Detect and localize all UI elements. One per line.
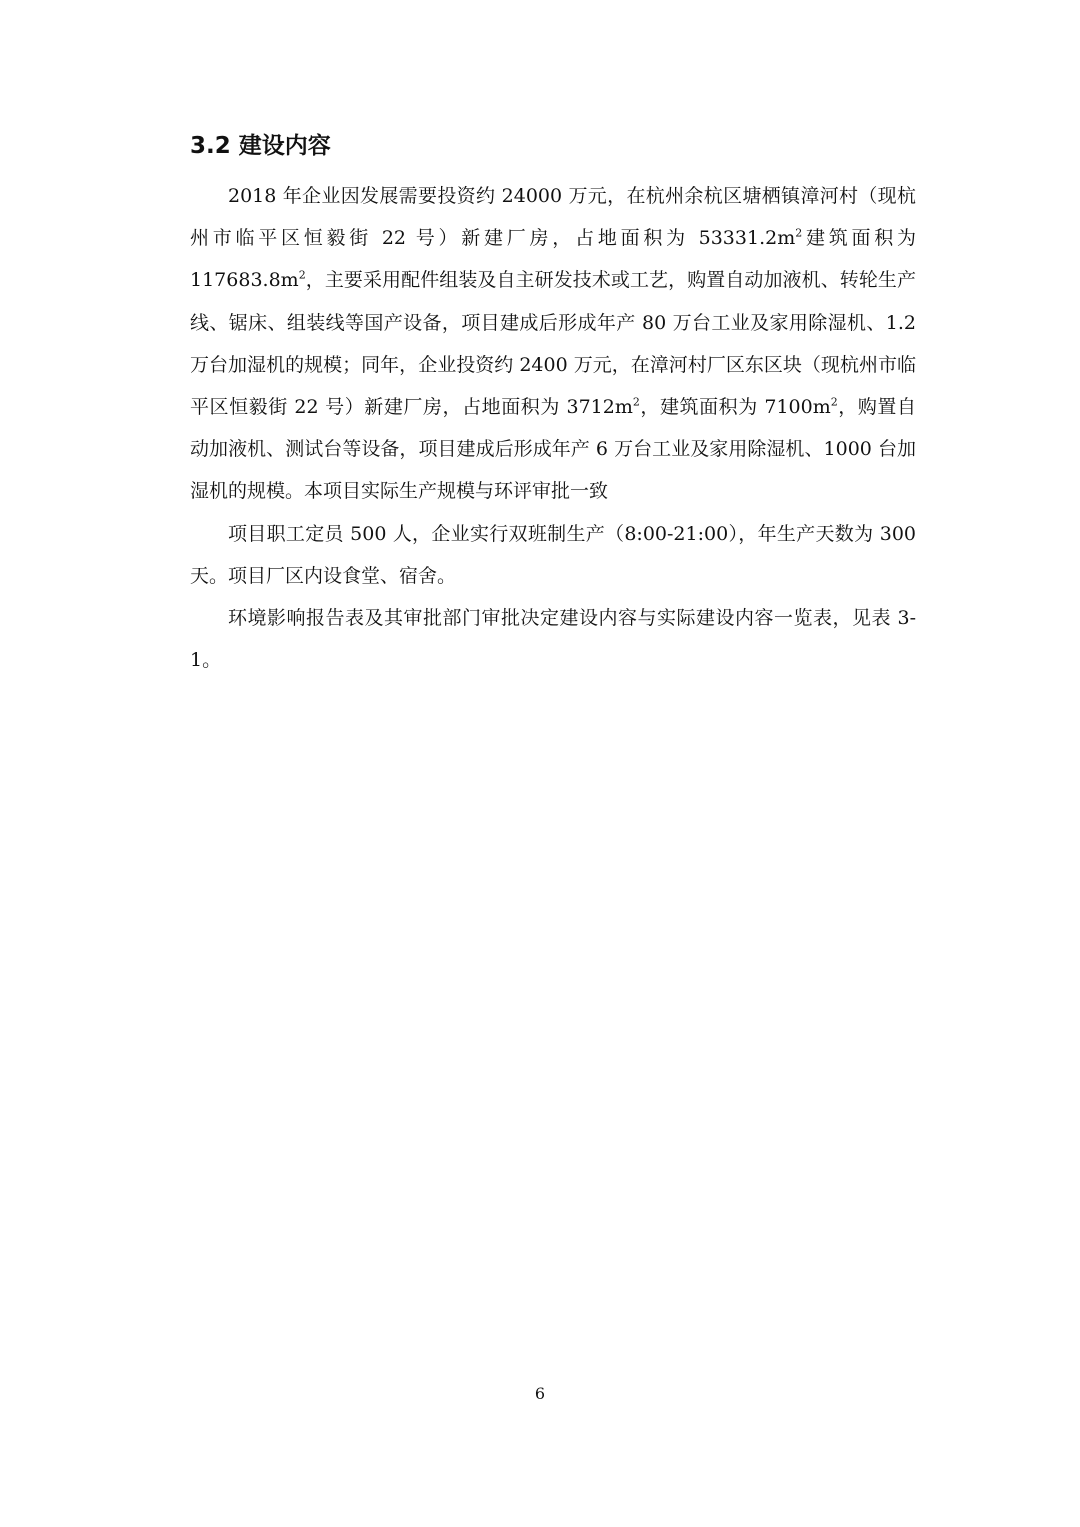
section-heading: 3.2 建设内容	[190, 133, 331, 159]
superscript: 2	[795, 226, 803, 240]
paragraph-text: ，主要采用配件组装及自主研发技术或工艺，购置自动加液机、转轮生产线、锯床、组装线等国产设备，项目建成后形成年产 80 万台工业及家用除湿机、1.2 万台加湿机的规模；同年，企业投资约 2400 万元，在漳河村厂区东区块（现杭州市临平区恒毅街 22 号）新建厂房，占地面积为 3712m	[190, 269, 916, 419]
paragraph-text: ，购置自动加液机、测试台等设备，项目建成后形成年产 6 万台工业及家用除湿机、1000 台加湿机的规模。本项目实际生产规模与环评审批一致	[190, 396, 916, 503]
page-number: 6	[534, 1384, 546, 1403]
paragraph-staffing: 项目职工定员 500 人，企业实行双班制生产（8:00-21:00），年生产天数为 300 天。项目厂区内设食堂、宿舍。	[190, 522, 916, 587]
superscript: 2	[632, 395, 640, 409]
paragraph-table-reference: 环境影响报告表及其审批部门审批决定建设内容与实际建设内容一览表，见表 3-1。	[190, 607, 916, 672]
paragraph-construction-scale	[190, 175, 916, 513]
superscript: 2	[298, 269, 306, 283]
paragraph-text: 建筑面积为 117683.8m	[190, 227, 916, 292]
paragraph-text: ，建筑面积为 7100m	[639, 396, 831, 419]
paragraph-text: 2018 年企业因发展需要投资约 24000 万元，在杭州余杭区塘栖镇漳河村（现杭州市临平区恒毅街 22 号）新建厂房，占地面积为 53331.2m	[190, 185, 916, 250]
superscript: 2	[830, 395, 838, 409]
body-text	[190, 175, 916, 681]
